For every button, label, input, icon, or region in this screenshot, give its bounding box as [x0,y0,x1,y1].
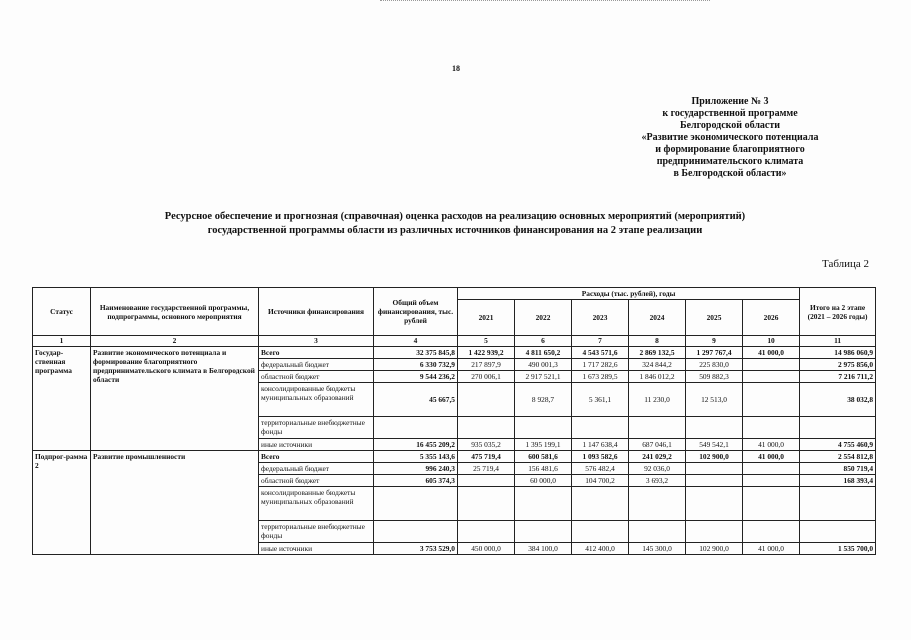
year-value-cell: 225 830,0 [686,359,743,371]
stage-total-cell [800,487,876,521]
total-cell: 6 330 732,9 [374,359,458,371]
year-value-cell [743,371,800,383]
column-number: 7 [572,336,629,347]
resource-table [32,287,876,555]
year-value-cell: 490 001,3 [515,359,572,371]
appendix-block [600,96,860,180]
year-value-cell: 41 000,0 [743,451,800,463]
table-caption: Таблица 2 [822,258,870,270]
total-cell: 5 355 143,6 [374,451,458,463]
stage-total-cell: 2 554 812,8 [800,451,876,463]
total-cell: 605 374,3 [374,475,458,487]
title-line-2: государственной программы области из различных источников финансирования на 2 этапе реализации [207,225,703,236]
stage-total-cell: 7 216 711,2 [800,371,876,383]
year-value-cell [743,487,800,521]
year-value-cell [743,383,800,417]
year-value-cell [686,475,743,487]
year-value-cell: 92 036,0 [629,463,686,475]
year-value-cell: 217 897,9 [458,359,515,371]
year-value-cell: 576 482,4 [572,463,629,475]
year-value-cell: 1 147 638,4 [572,439,629,451]
source-cell: областной бюджет [259,475,374,487]
year-value-cell: 102 900,0 [686,451,743,463]
table-row [33,451,876,463]
header-year: 2021 [458,300,515,336]
source-cell: Всего [259,451,374,463]
column-number: 5 [458,336,515,347]
year-value-cell [629,487,686,521]
header-year: 2022 [515,300,572,336]
year-value-cell: 549 542,1 [686,439,743,451]
year-value-cell: 1 093 582,6 [572,451,629,463]
total-cell [374,417,458,439]
stage-total-cell [800,417,876,439]
column-number: 9 [686,336,743,347]
source-cell: территориальные внебюджетные фонды [259,417,374,439]
year-value-cell [458,487,515,521]
source-cell: консолидированные бюджеты муниципальных образований [259,487,374,521]
title-line-1: Ресурсное обеспечение и прогнозная (справочная) оценка расходов на реализацию основных мероприятий (мероприятий) [164,211,746,222]
stage-total-cell: 1 535 700,0 [800,543,876,555]
year-value-cell [743,417,800,439]
column-number: 8 [629,336,686,347]
scan-artifact-line [380,0,710,4]
stage-total-cell: 4 755 460,9 [800,439,876,451]
year-value-cell: 145 300,0 [629,543,686,555]
column-number-row [33,336,876,347]
year-value-cell: 41 000,0 [743,439,800,451]
year-value-cell [686,417,743,439]
total-cell: 9 544 236,2 [374,371,458,383]
year-value-cell: 270 006,1 [458,371,515,383]
year-value-cell: 11 230,0 [629,383,686,417]
source-cell: территориальные внебюджетные фонды [259,521,374,543]
year-value-cell: 4 811 650,2 [515,347,572,359]
header-year: 2025 [686,300,743,336]
header-total: Общий объем финансирования, тыс. рублей [374,288,458,336]
appendix-line: к государственной программе [662,108,798,119]
year-value-cell: 384 100,0 [515,543,572,555]
year-value-cell [743,463,800,475]
source-cell: иные источники [259,543,374,555]
source-cell: федеральный бюджет [259,463,374,475]
year-value-cell: 41 000,0 [743,347,800,359]
total-cell [374,487,458,521]
total-cell: 45 667,5 [374,383,458,417]
column-number: 10 [743,336,800,347]
header-sources: Источники финансирования [259,288,374,336]
header-status: Статус [33,288,91,336]
year-value-cell [743,359,800,371]
year-value-cell: 41 000,0 [743,543,800,555]
year-value-cell: 60 000,0 [515,475,572,487]
status-cell: Государ-ственная программа [33,347,91,451]
column-number: 1 [33,336,91,347]
year-value-cell [515,521,572,543]
source-cell: консолидированные бюджеты муниципальных образований [259,383,374,417]
header-expenses: Расходы (тыс. рублей), годы [458,288,800,300]
year-value-cell: 412 400,0 [572,543,629,555]
total-cell: 996 240,3 [374,463,458,475]
column-number: 3 [259,336,374,347]
column-number: 6 [515,336,572,347]
appendix-line: и формирование благоприятного [655,144,805,155]
year-value-cell [686,487,743,521]
header-stage-total: Итого на 2 этапе (2021 – 2026 годы) [800,288,876,336]
year-value-cell: 935 035,2 [458,439,515,451]
year-value-cell: 1 717 282,6 [572,359,629,371]
program-name-cell: Развитие экономического потенциала и формирование благоприятного предпринимательского климата в Белгородской области [91,347,259,451]
year-value-cell [629,417,686,439]
year-value-cell [743,521,800,543]
year-value-cell: 1 297 767,4 [686,347,743,359]
year-value-cell: 5 361,1 [572,383,629,417]
year-value-cell: 12 513,0 [686,383,743,417]
year-value-cell: 324 844,2 [629,359,686,371]
year-value-cell: 102 900,0 [686,543,743,555]
year-value-cell: 687 046,1 [629,439,686,451]
year-value-cell: 156 481,6 [515,463,572,475]
stage-total-cell [800,521,876,543]
appendix-line: Белгородской области [679,120,781,131]
year-value-cell: 600 581,6 [515,451,572,463]
year-value-cell [686,463,743,475]
appendix-line: Приложение № 3 [691,96,769,107]
total-cell: 32 375 845,8 [374,347,458,359]
total-cell: 16 455 209,2 [374,439,458,451]
column-number: 4 [374,336,458,347]
year-value-cell [629,521,686,543]
year-value-cell: 8 928,7 [515,383,572,417]
year-value-cell [743,475,800,487]
header-year: 2026 [743,300,800,336]
year-value-cell: 475 719,4 [458,451,515,463]
year-value-cell [458,417,515,439]
year-value-cell: 1 846 012,2 [629,371,686,383]
column-number: 11 [800,336,876,347]
year-value-cell: 25 719,4 [458,463,515,475]
total-cell [374,521,458,543]
table-row [33,347,876,359]
column-number: 2 [91,336,259,347]
appendix-line: «Развитие экономического потенциала [641,132,819,143]
appendix-line: предпринимательского климата [656,156,804,167]
year-value-cell: 3 693,2 [629,475,686,487]
status-cell: Подпрог-рамма 2 [33,451,91,555]
source-cell: иные источники [259,439,374,451]
year-value-cell: 509 882,3 [686,371,743,383]
year-value-cell: 241 029,2 [629,451,686,463]
stage-total-cell: 2 975 856,0 [800,359,876,371]
year-value-cell: 2 869 132,5 [629,347,686,359]
year-value-cell [515,417,572,439]
source-cell: Всего [259,347,374,359]
program-name-cell: Развитие промышленности [91,451,259,555]
header-name: Наименование государственной программы, подпрограммы, основного мероприятия [91,288,259,336]
year-value-cell [458,383,515,417]
year-value-cell: 2 917 521,1 [515,371,572,383]
year-value-cell: 1 673 289,5 [572,371,629,383]
page-number: 18 [452,64,460,73]
header-year: 2023 [572,300,629,336]
year-value-cell [686,521,743,543]
year-value-cell [572,417,629,439]
year-value-cell: 4 543 571,6 [572,347,629,359]
year-value-cell: 450 000,0 [458,543,515,555]
stage-total-cell: 850 719,4 [800,463,876,475]
year-value-cell [572,521,629,543]
year-value-cell: 104 700,2 [572,475,629,487]
year-value-cell [458,475,515,487]
header-year: 2024 [629,300,686,336]
appendix-line: в Белгородской области» [673,168,787,179]
year-value-cell [515,487,572,521]
total-cell: 3 753 529,0 [374,543,458,555]
stage-total-cell: 14 986 060,9 [800,347,876,359]
document-title [110,210,800,238]
year-value-cell: 1 395 199,1 [515,439,572,451]
stage-total-cell: 38 032,8 [800,383,876,417]
source-cell: федеральный бюджет [259,359,374,371]
stage-total-cell: 168 393,4 [800,475,876,487]
year-value-cell: 1 422 939,2 [458,347,515,359]
source-cell: областной бюджет [259,371,374,383]
year-value-cell [458,521,515,543]
year-value-cell [572,487,629,521]
